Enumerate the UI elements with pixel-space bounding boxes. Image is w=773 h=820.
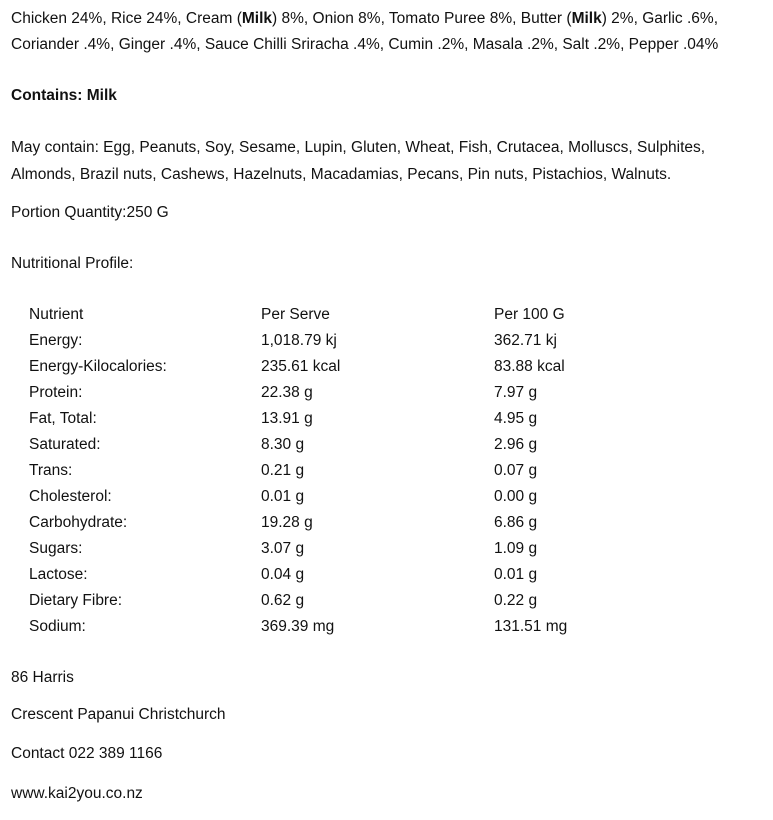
per-serve-value: 13.91 g [261, 410, 313, 427]
per-serve-value: 0.04 g [261, 566, 305, 583]
table-row [29, 328, 694, 354]
per-serve-value: 22.38 g [261, 384, 313, 401]
ingredients-part: ) 8%, Onion 8%, Tomato Puree 8%, Butter ( [272, 10, 572, 27]
per-serve-value: 3.07 g [261, 540, 305, 557]
table-row [29, 588, 694, 614]
nutrient-name: Protein: [29, 384, 83, 401]
per-serve-value: 0.21 g [261, 462, 305, 479]
table-row [29, 432, 694, 458]
table-row [29, 354, 694, 380]
nutrient-name: Sodium: [29, 618, 86, 635]
per-serve-value: 0.01 g [261, 488, 305, 505]
contact-phone: Contact 022 389 1166 [11, 745, 163, 762]
portion-quantity: Portion Quantity:250 G [11, 204, 169, 221]
table-row [29, 614, 694, 640]
allergen-milk: Milk [571, 10, 602, 27]
website-url: www.kai2you.co.nz [11, 785, 143, 802]
nutrient-name: Trans: [29, 462, 73, 479]
per-100g-value: 7.97 g [494, 384, 538, 401]
nutrient-name: Cholesterol: [29, 488, 112, 505]
may-contain-allergens: May contain: Egg, Peanuts, Soy, Sesame, Lupin, Gluten, Wheat, Fish, Crutacea, Molluscs, Sulphites, Almonds, Brazil nuts, Cashews, Hazelnuts, Macadamias, Pecans, Pin nuts, Pistachios, Walnuts. [11, 139, 706, 183]
nutrition-header-row [29, 302, 694, 328]
address-line-2: Crescent Papanui Christchurch [11, 706, 226, 723]
per-serve-value: 1,018.79 kj [261, 332, 337, 349]
nutrient-name: Energy-Kilocalories: [29, 358, 167, 375]
nutrient-name: Saturated: [29, 436, 101, 453]
per-serve-value: 8.30 g [261, 436, 305, 453]
per-serve-value: 19.28 g [261, 514, 313, 531]
per-100g-value: 4.95 g [494, 410, 538, 427]
ingredients-text [11, 6, 766, 58]
per-100g-value: 0.00 g [494, 488, 538, 505]
per-100g-value: 131.51 mg [494, 618, 568, 635]
table-row [29, 536, 694, 562]
nutrient-name: Dietary Fibre: [29, 592, 123, 609]
nutrition-table [29, 302, 694, 640]
per-100g-value: 1.09 g [494, 540, 538, 557]
header-per-100g: Per 100 G [494, 306, 565, 323]
product-info-page [11, 6, 766, 807]
per-100g-value: 6.86 g [494, 514, 538, 531]
ingredients-part: Chicken 24%, Rice 24%, Cream ( [11, 10, 242, 27]
nutrient-name: Fat, Total: [29, 410, 97, 427]
table-row [29, 484, 694, 510]
per-100g-value: 0.22 g [494, 592, 538, 609]
nutrient-name: Energy: [29, 332, 83, 349]
nutrient-name: Carbohydrate: [29, 514, 128, 531]
table-row [29, 458, 694, 484]
table-row [29, 406, 694, 432]
table-row [29, 510, 694, 536]
address-line-1: 86 Harris [11, 669, 74, 686]
ingredients-part: ) 2%, Garlic .6%, Coriander .4%, Ginger .4%, Sauce Chilli Sriracha .4%, Cumin .2%, Masala .2%, Salt .2%, Pepper .04% [11, 10, 719, 53]
nutrient-name: Lactose: [29, 566, 88, 583]
per-100g-value: 362.71 kj [494, 332, 557, 349]
nutrient-name: Sugars: [29, 540, 83, 557]
contains-allergens: Contains: Milk [11, 87, 117, 104]
allergen-milk: Milk [241, 10, 273, 27]
per-100g-value: 0.07 g [494, 462, 538, 479]
table-row [29, 562, 694, 588]
table-row [29, 380, 694, 406]
per-100g-value: 83.88 kcal [494, 358, 565, 375]
per-100g-value: 2.96 g [494, 436, 538, 453]
per-100g-value: 0.01 g [494, 566, 538, 583]
per-serve-value: 235.61 kcal [261, 358, 341, 375]
nutritional-profile-heading: Nutritional Profile: [11, 255, 134, 272]
per-serve-value: 369.39 mg [261, 618, 335, 635]
per-serve-value: 0.62 g [261, 592, 305, 609]
header-per-serve: Per Serve [261, 306, 330, 323]
header-nutrient: Nutrient [29, 306, 84, 323]
